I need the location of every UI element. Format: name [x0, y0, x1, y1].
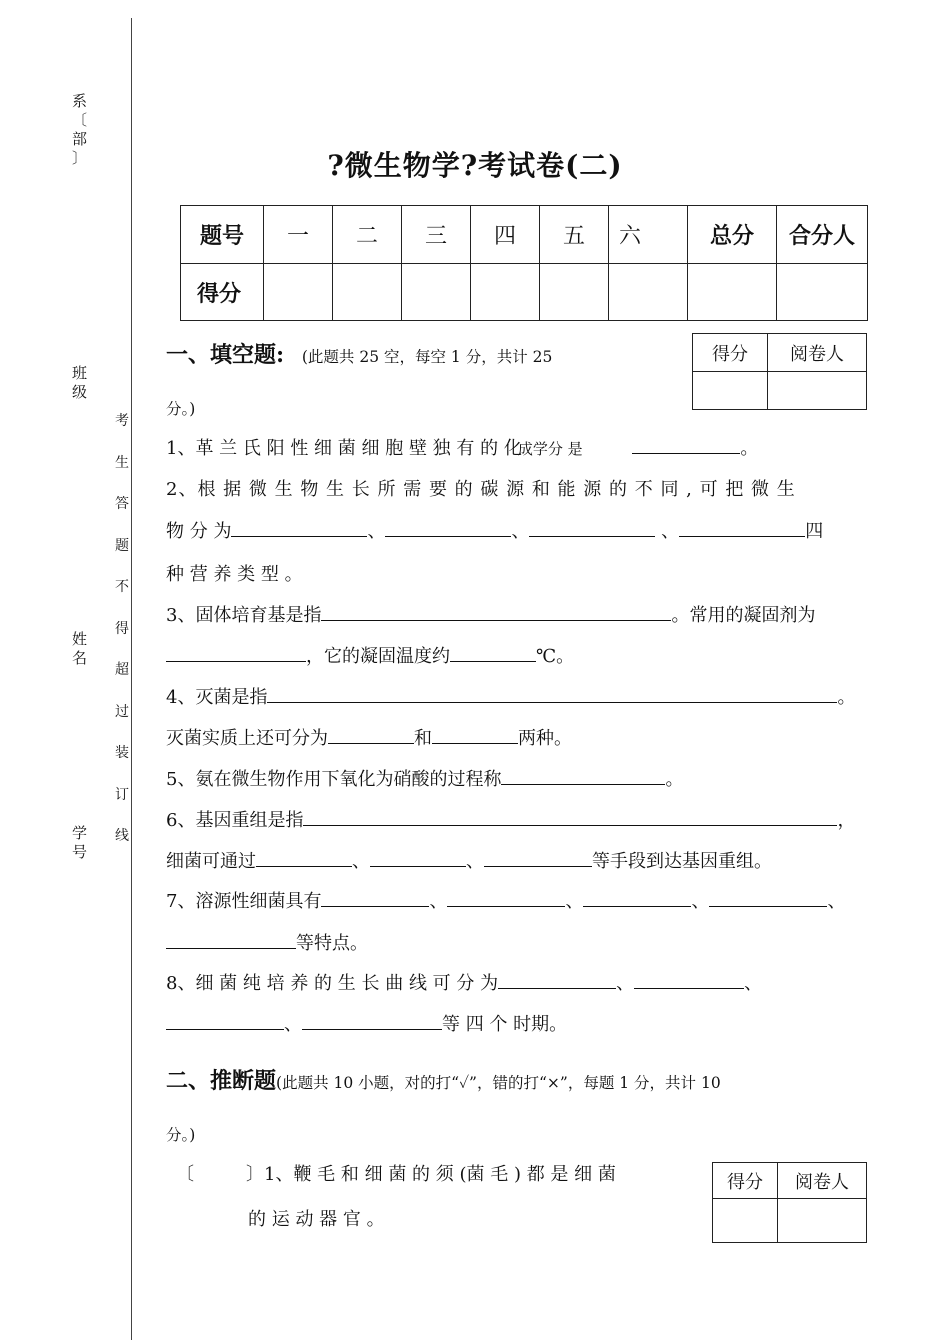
tf-q1-text: 1、鞭 毛 和 细 菌 的 须 (菌 毛 ) 都 是 细 菌	[264, 1164, 616, 1185]
section2-note: (此题共 10 小题，对的打“✓”，错的打“×”，每题 1 分，共计 10	[276, 1074, 721, 1092]
q6-blank2[interactable]	[256, 849, 352, 867]
q6-blank4[interactable]	[484, 849, 592, 867]
header-cell: 题号	[181, 206, 264, 264]
section1-heading: 一、填空题:	[166, 342, 285, 368]
score-cell[interactable]	[264, 264, 333, 321]
grader-reviewer-cell[interactable]	[768, 372, 867, 410]
q6-blank1[interactable]	[303, 808, 837, 826]
q4-blank3[interactable]	[432, 726, 518, 744]
header-cell: 一	[264, 206, 333, 264]
header-cell: 六	[609, 206, 688, 264]
q1-blank[interactable]	[632, 436, 740, 454]
q7-blank1[interactable]	[321, 889, 429, 907]
q5: 5、氨在微生物作用下氧化为硝酸的过程称 。	[166, 769, 684, 790]
q8-blank1[interactable]	[498, 971, 616, 989]
section2-heading: 二、推断题	[166, 1068, 277, 1094]
q2-blank4[interactable]	[679, 519, 805, 537]
q3-line1: 3、固体培育基是指 。常用的凝固剂为	[166, 605, 816, 626]
q4-line2: 灭菌实质上还可分为 和 两种。	[166, 728, 572, 749]
section1-note-cont: 分。)	[166, 400, 196, 418]
score-cell[interactable]	[333, 264, 402, 321]
section2-heading-line	[166, 1064, 721, 1095]
tf-q1-bracket-right[interactable]: 〕	[246, 1164, 264, 1185]
score-cell[interactable]	[609, 264, 688, 321]
q4-line1: 4、灭菌是指 。	[166, 687, 856, 708]
score-cell[interactable]	[777, 264, 868, 321]
grader-score-cell[interactable]	[713, 1199, 778, 1243]
q8-line1: 8、细 菌 纯 培 养 的 生 长 曲 线 可 分 为 、 、	[166, 973, 763, 994]
student-number-label: 学 号	[72, 824, 88, 861]
name-label: 姓 名	[72, 630, 88, 667]
q3-blank3[interactable]	[450, 644, 536, 662]
header-cell: 二	[333, 206, 402, 264]
grader-reviewer-cell[interactable]	[778, 1199, 867, 1243]
binding-line	[131, 18, 132, 1340]
q2-blank2[interactable]	[385, 519, 511, 537]
grader-reviewer-label: 阅卷人	[768, 334, 867, 372]
score-cell[interactable]	[471, 264, 540, 321]
q7-blank3[interactable]	[583, 889, 691, 907]
q7-blank2[interactable]	[447, 889, 565, 907]
class-label: 班 级	[72, 364, 88, 401]
q6-line2: 细菌可通过 、 、 等手段到达基因重组。	[166, 851, 772, 872]
grader-score-cell[interactable]	[693, 372, 768, 410]
grader-score-label: 得分	[693, 334, 768, 372]
header-cell: 五	[540, 206, 609, 264]
binding-notice: 考 生 答 题 不 得 超 过 装 订 线	[115, 413, 129, 844]
q5-blank[interactable]	[501, 767, 665, 785]
q8-blank4[interactable]	[302, 1012, 442, 1030]
q7-line2: 等特点。	[166, 929, 368, 955]
score-table-header-row	[181, 206, 868, 264]
q3-blank2[interactable]	[166, 644, 306, 662]
score-table-score-row	[181, 264, 868, 321]
header-cell: 四	[471, 206, 540, 264]
score-cell[interactable]	[402, 264, 471, 321]
q2-line1: 2、根 据 微 生 物 生 长 所 需 要 的 碳 源 和 能 源 的 不 同 , 可 把 微 生	[166, 479, 796, 500]
grader-reviewer-label: 阅卷人	[778, 1163, 867, 1199]
q2-line3: 种 营 养 类 型 。	[166, 564, 303, 585]
q6-blank3[interactable]	[370, 849, 466, 867]
section2-note-cont: 分。)	[166, 1126, 196, 1144]
score-cell[interactable]	[688, 264, 777, 321]
q1: 1、革 兰 氏 阳 性 细 菌 细 胞 壁 独 有 的 化成学分 是 。	[166, 438, 759, 459]
q3-line2: ，它的凝固温度约 ℃。	[166, 642, 574, 668]
grader-box-section2	[712, 1162, 867, 1243]
q4-blank1[interactable]	[267, 685, 837, 703]
score-cell[interactable]	[540, 264, 609, 321]
tf-q1-bracket-left[interactable]: 〔	[176, 1164, 194, 1185]
section1-note: (此题共 25 空，每空 1 分，共计 25	[301, 348, 553, 366]
q3-blank1[interactable]	[321, 603, 671, 621]
q2-blank3[interactable]	[529, 519, 655, 537]
q2-line2: 物 分 为 、 、 、 四	[166, 521, 824, 542]
q2-blank1[interactable]	[231, 519, 367, 537]
section1-heading-line	[166, 338, 552, 369]
q8-blank3[interactable]	[166, 1012, 284, 1030]
grader-score-label: 得分	[713, 1163, 778, 1199]
header-cell: 合分人	[777, 206, 868, 264]
q8-line2: 、 等 四 个 时期。	[166, 1010, 567, 1036]
header-cell: 三	[402, 206, 471, 264]
score-label-cell: 得分	[181, 264, 264, 321]
dept-label: 系 〔 部 〕	[72, 92, 88, 167]
tf-q1-line1	[176, 1160, 616, 1186]
q4-blank2[interactable]	[328, 726, 414, 744]
grader-box-section1	[692, 333, 867, 410]
q7-line1: 7、溶源性细菌具有 、 、 、 、	[166, 891, 846, 912]
score-table	[180, 205, 868, 321]
q7-blank4[interactable]	[709, 889, 827, 907]
q8-blank2[interactable]	[634, 971, 744, 989]
header-cell: 总分	[688, 206, 777, 264]
tf-q1-line2: 的 运 动 器 官 。	[248, 1209, 385, 1230]
q7-blank5[interactable]	[166, 931, 296, 949]
q6-line1: 6、基因重组是指 ，	[166, 810, 856, 831]
page-title: ?微生物学?考试卷(二)	[327, 149, 623, 182]
